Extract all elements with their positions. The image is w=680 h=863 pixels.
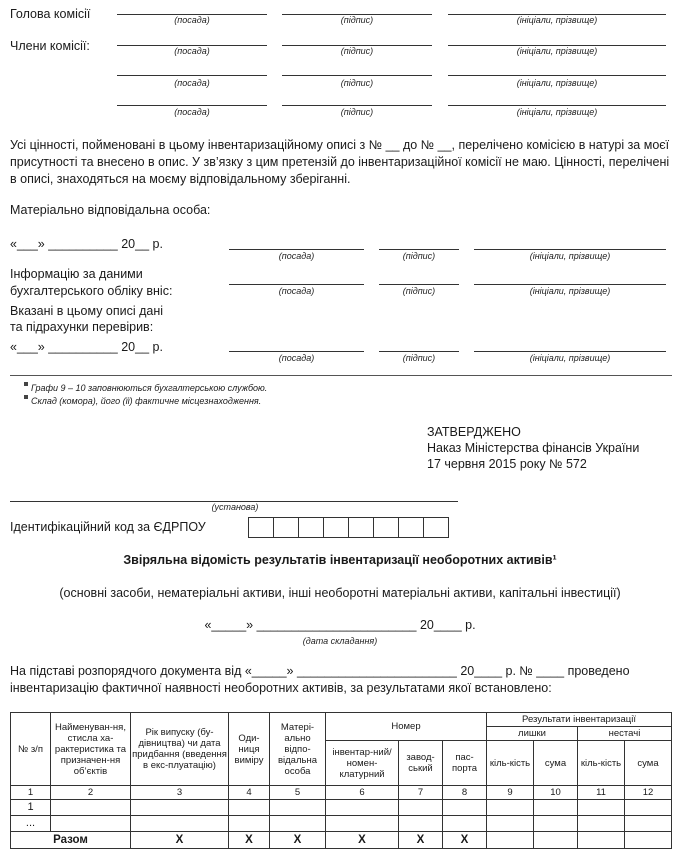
footnote-marker-icon [24, 382, 28, 386]
checker-position-line[interactable] [229, 351, 364, 352]
table-cell[interactable] [443, 800, 487, 816]
footnote-1 [24, 382, 267, 393]
name-caption: (ініціали, прізвище) [516, 46, 598, 56]
table-cell[interactable] [578, 800, 625, 816]
name-caption: (ініціали, прізвище) [516, 107, 598, 117]
x-mark: Х [131, 832, 229, 849]
column-number: 7 [399, 786, 443, 800]
header-factory-number: завод-ський [399, 741, 443, 786]
footnote-1-text: Графи 9 – 10 заповнюються бухгалтерською службою. [31, 383, 268, 393]
total-row [11, 832, 672, 849]
table-cell[interactable] [326, 800, 399, 816]
position-caption: (посада) [174, 46, 210, 56]
commission-members-label: Члени комісії: [10, 39, 90, 53]
x-mark: Х [443, 832, 487, 849]
header-inventory-number: інвентар-ний/номен-клатурний [326, 741, 399, 786]
name-caption: (ініціали, прізвище) [529, 353, 611, 363]
approved-title: ЗАТВЕРДЖЕНО [427, 425, 521, 439]
column-number: 3 [131, 786, 229, 800]
accountant-signature-line[interactable] [379, 284, 459, 285]
signature-caption: (підпис) [340, 107, 374, 117]
signature-caption: (підпис) [340, 46, 374, 56]
position-caption: (посада) [278, 251, 315, 261]
edrpou-digit-box[interactable] [423, 517, 449, 538]
checker-signature-line[interactable] [379, 351, 459, 352]
head-of-commission-label: Голова комісії [10, 7, 91, 21]
edrpou-digit-box[interactable] [298, 517, 324, 538]
header-shortage: нестачі [578, 727, 672, 741]
table-row [11, 816, 672, 832]
edrpou-digit-box[interactable] [273, 517, 299, 538]
edrpou-digit-box[interactable] [348, 517, 374, 538]
table-cell[interactable] [399, 816, 443, 832]
position-caption: (посада) [278, 353, 315, 363]
compilation-date-line[interactable]: «_____» _______________________ 20____ р. [204, 618, 476, 632]
row-number: 1 [11, 800, 51, 816]
column-number: 4 [229, 786, 270, 800]
column-number: 11 [578, 786, 625, 800]
document-title: Звіряльна відомість результатів інвентаризації необоротних активів¹ [123, 553, 557, 567]
document-subtitle: (основні засоби, нематеріальні активи, інші необоротні матеріальні активи, капітальні інвестиції) [59, 586, 621, 600]
table-cell[interactable] [625, 800, 672, 816]
column-number: 6 [326, 786, 399, 800]
header-surplus-qty: кіль-кість [487, 741, 534, 786]
header-unit: Оди-ниця виміру [229, 713, 270, 786]
member3-signature-line[interactable] [282, 105, 432, 106]
approved-date: 17 червня 2015 року № 572 [427, 457, 587, 471]
column-number: 2 [51, 786, 131, 800]
name-caption: (ініціали, прізвище) [529, 286, 611, 296]
column-number: 10 [534, 786, 578, 800]
x-mark: Х [229, 832, 270, 849]
header-surplus-sum: сума [534, 741, 578, 786]
member2-position-line[interactable] [117, 75, 267, 76]
signature-caption: (підпис) [402, 353, 436, 363]
header-surplus: лишки [487, 727, 578, 741]
table-cell[interactable] [51, 800, 131, 816]
column-number: 1 [11, 786, 51, 800]
footnote-divider [10, 375, 672, 376]
column-number: 12 [625, 786, 672, 800]
table-cell[interactable] [534, 816, 578, 832]
basis-line-2: інвентаризацію фактичної наявності необоротних активів, за результатами якої встановлено: [10, 681, 552, 695]
header-num: № з/п [11, 713, 51, 786]
x-mark: Х [270, 832, 326, 849]
checker-date-line[interactable]: «___» __________ 20__ р. [10, 340, 163, 354]
table-cell[interactable] [534, 800, 578, 816]
responsible-signature-line[interactable] [379, 249, 459, 250]
accounting-entry-label-1: Інформацію за даними [10, 267, 143, 281]
checker-name-line[interactable] [474, 351, 666, 352]
name-caption: (ініціали, прізвище) [516, 78, 598, 88]
accountant-position-line[interactable] [229, 284, 364, 285]
table-cell[interactable] [229, 816, 270, 832]
signature-caption: (підпис) [340, 78, 374, 88]
table-cell[interactable] [270, 816, 326, 832]
position-caption: (посада) [174, 78, 210, 88]
edrpou-digit-box[interactable] [398, 517, 424, 538]
table-cell[interactable] [443, 816, 487, 832]
column-number: 9 [487, 786, 534, 800]
member3-position-line[interactable] [117, 105, 267, 106]
edrpou-digit-box[interactable] [373, 517, 399, 538]
x-mark: Х [326, 832, 399, 849]
table-cell[interactable] [578, 816, 625, 832]
table-row [11, 800, 672, 816]
total-shortage-sum[interactable] [625, 832, 672, 849]
table-cell[interactable] [399, 800, 443, 816]
column-number-row [11, 786, 672, 800]
checked-label-1: Вказані в цьому описі дані [10, 304, 164, 318]
header-number-group: Номер [326, 713, 487, 741]
footnote-2-text: Склад (комора), його (її) фактичне місцезнаходження. [31, 396, 262, 406]
approved-order: Наказ Міністерства фінансів України [427, 441, 640, 455]
name-caption: (ініціали, прізвище) [516, 15, 598, 25]
signature-caption: (підпис) [340, 15, 374, 25]
compilation-date-caption: (дата складання) [302, 636, 378, 646]
position-caption: (посада) [278, 286, 315, 296]
header-year: Рік випуску (бу-дівництва) чи дата придбання (введення в екс-плуатацію) [131, 713, 229, 786]
member2-name-line[interactable] [448, 75, 666, 76]
table-cell[interactable] [625, 816, 672, 832]
edrpou-digit-box[interactable] [323, 517, 349, 538]
position-caption: (посада) [174, 107, 210, 117]
position-caption: (посада) [174, 15, 210, 25]
header-responsible-person: Матері-ально відпо-відальна особа [270, 713, 326, 786]
responsible-person-label: Матеріально відповідальна особа: [10, 203, 211, 217]
table-cell[interactable] [229, 800, 270, 816]
member3-name-line[interactable] [448, 105, 666, 106]
responsible-date-line[interactable]: «___» __________ 20__ р. [10, 237, 163, 251]
member2-signature-line[interactable] [282, 75, 432, 76]
name-caption: (ініціали, прізвище) [529, 251, 611, 261]
checked-label-2: та підрахунки перевірив: [10, 320, 154, 334]
signature-caption: (підпис) [402, 251, 436, 261]
signature-caption: (підпис) [402, 286, 436, 296]
total-label: Разом [11, 832, 131, 849]
header-passport-number: пас-порта [443, 741, 487, 786]
column-number: 5 [270, 786, 326, 800]
institution-caption: (установа) [211, 502, 259, 512]
accounting-entry-label-2: бухгалтерського обліку вніс: [10, 284, 173, 298]
x-mark: Х [399, 832, 443, 849]
responsible-name-line[interactable] [474, 249, 666, 250]
basis-line-1[interactable]: На підставі розпорядчого документа від «_____» _______________________ 20____ р. № ____ проведено [10, 664, 630, 678]
footnote-2 [24, 395, 261, 406]
total-surplus-sum[interactable] [534, 832, 578, 849]
header-shortage-sum: сума [625, 741, 672, 786]
header-results-group: Результати інвентаризації [487, 713, 672, 727]
table-cell[interactable] [270, 800, 326, 816]
row-number: ... [11, 816, 51, 832]
table-cell[interactable] [326, 816, 399, 832]
header-name: Найменуван-ня, стисла ха-рактеристика та призначен-ня об’єктів [51, 713, 131, 786]
table-cell[interactable] [131, 800, 229, 816]
total-surplus-qty[interactable] [487, 832, 534, 849]
responsibility-statement: Усі цінності, пойменовані в цьому інвентаризаційному описі з № __ до № __, перелічено комісією в натурі за моєї присутності та внесено в опис. У зв’язку з цим претензій до інвентаризаційної комісії не маю. Цінності, перелічені в описі, знаходяться на моєму відповідальному зберіганні. [10, 138, 670, 186]
table-cell[interactable] [131, 816, 229, 832]
column-number: 8 [443, 786, 487, 800]
inventory-table [10, 712, 672, 849]
edrpou-label: Ідентифікаційний код за ЄДРПОУ [10, 520, 206, 534]
table-cell[interactable] [51, 816, 131, 832]
edrpou-digit-box[interactable] [248, 517, 274, 538]
table-cell[interactable] [487, 816, 534, 832]
footnote-marker-icon [24, 395, 28, 399]
total-shortage-qty[interactable] [578, 832, 625, 849]
header-shortage-qty: кіль-кість [578, 741, 625, 786]
table-cell[interactable] [487, 800, 534, 816]
accountant-name-line[interactable] [474, 284, 666, 285]
responsible-position-line[interactable] [229, 249, 364, 250]
